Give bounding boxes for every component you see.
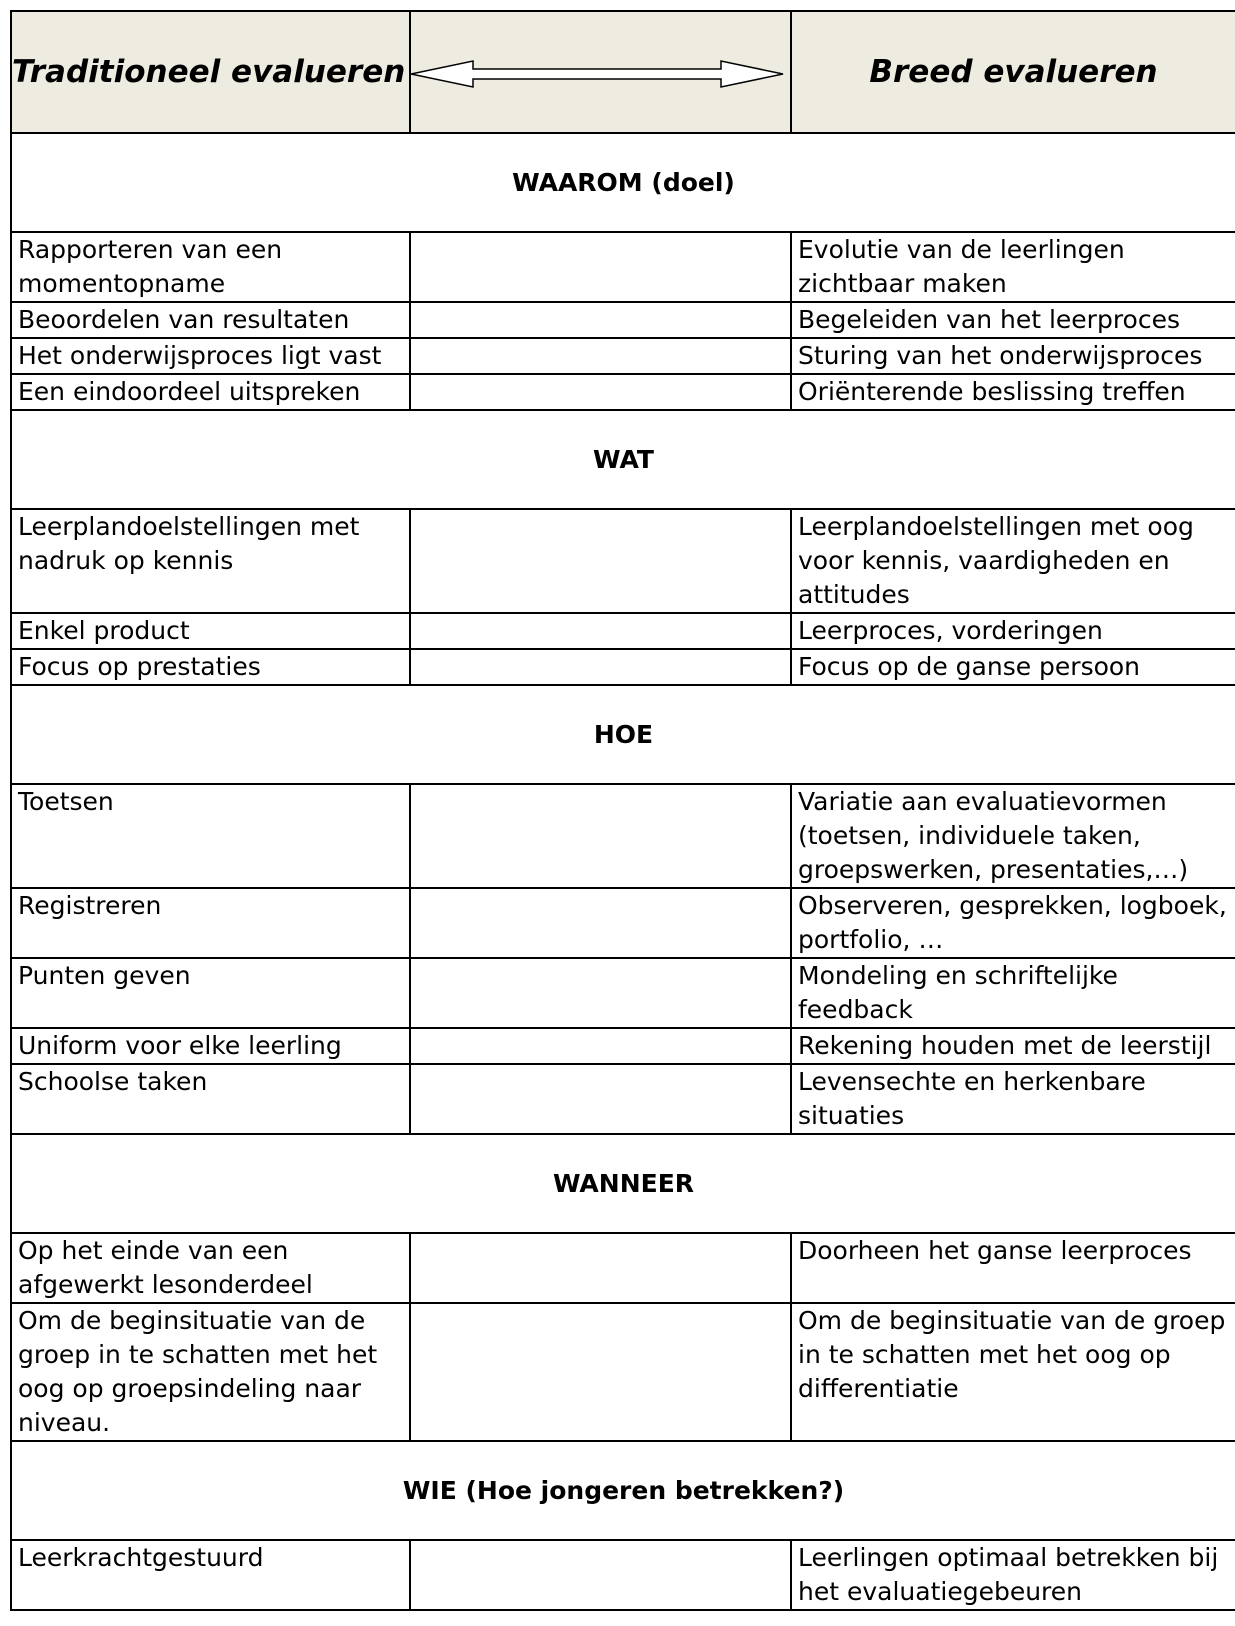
section-header-row: [11, 1134, 1235, 1233]
broad-cell: Om de beginsituatie van de groep in te schatten met het oog op differentiatie: [791, 1303, 1235, 1441]
comparison-table: [10, 10, 1235, 1611]
traditional-cell: Beoordelen van resultaten: [11, 302, 410, 338]
left-column-title: Traditioneel evalueren: [11, 11, 410, 133]
empty-middle-cell: [410, 1064, 791, 1134]
empty-middle-cell: [410, 232, 791, 302]
section-title: HOE: [11, 685, 1235, 784]
traditional-cell: Het onderwijsproces ligt vast: [11, 338, 410, 374]
traditional-cell: Punten geven: [11, 958, 410, 1028]
traditional-cell: Uniform voor elke leerling: [11, 1028, 410, 1064]
table-row: [11, 1303, 1235, 1441]
empty-middle-cell: [410, 1303, 791, 1441]
broad-cell: Mondeling en schriftelijke feedback: [791, 958, 1235, 1028]
traditional-cell: Leerkrachtgestuurd: [11, 1540, 410, 1610]
empty-middle-cell: [410, 302, 791, 338]
table-row: [11, 784, 1235, 888]
traditional-cell: Registreren: [11, 888, 410, 958]
empty-middle-cell: [410, 1028, 791, 1064]
section-title: WAT: [11, 410, 1235, 509]
empty-middle-cell: [410, 1233, 791, 1303]
empty-middle-cell: [410, 613, 791, 649]
table-row: [11, 1028, 1235, 1064]
broad-cell: Rekening houden met de leerstijl: [791, 1028, 1235, 1064]
comparison-document: [10, 10, 1235, 1611]
traditional-cell: Rapporteren van een momentopname: [11, 232, 410, 302]
traditional-cell: Leerplandoelstellingen met nadruk op kennis: [11, 509, 410, 613]
table-row: [11, 649, 1235, 685]
empty-middle-cell: [410, 374, 791, 410]
table-row: [11, 1540, 1235, 1610]
table-row: [11, 374, 1235, 410]
broad-cell: Evolutie van de leerlingen zichtbaar maken: [791, 232, 1235, 302]
section-title: WAAROM (doel): [11, 133, 1235, 232]
section-header-row: [11, 685, 1235, 784]
table-row: [11, 509, 1235, 613]
traditional-cell: Enkel product: [11, 613, 410, 649]
table-row: [11, 1233, 1235, 1303]
arrow-cell: [410, 11, 791, 133]
table-row: [11, 1064, 1235, 1134]
broad-cell: Oriënterende beslissing treffen: [791, 374, 1235, 410]
broad-cell: Focus op de ganse persoon: [791, 649, 1235, 685]
broad-cell: Leerproces, vorderingen: [791, 613, 1235, 649]
table-row: [11, 232, 1235, 302]
broad-cell: Variatie aan evaluatievormen (toetsen, individuele taken, groepswerken, presentaties,…): [791, 784, 1235, 888]
empty-middle-cell: [410, 338, 791, 374]
empty-middle-cell: [410, 958, 791, 1028]
section-header-row: [11, 1441, 1235, 1540]
traditional-cell: Toetsen: [11, 784, 410, 888]
traditional-cell: Op het einde van een afgewerkt lesonderdeel: [11, 1233, 410, 1303]
empty-middle-cell: [410, 888, 791, 958]
traditional-cell: Schoolse taken: [11, 1064, 410, 1134]
broad-cell: Levensechte en herkenbare situaties: [791, 1064, 1235, 1134]
broad-cell: Sturing van het onderwijsproces: [791, 338, 1235, 374]
broad-cell: Leerlingen optimaal betrekken bij het evaluatiegebeuren: [791, 1540, 1235, 1610]
section-header-row: [11, 133, 1235, 232]
table-row: [11, 302, 1235, 338]
empty-middle-cell: [410, 1540, 791, 1610]
table-row: [11, 338, 1235, 374]
traditional-cell: Focus op prestaties: [11, 649, 410, 685]
table-row: [11, 888, 1235, 958]
section-title: WANNEER: [11, 1134, 1235, 1233]
right-column-title: Breed evalueren: [791, 11, 1235, 133]
broad-cell: Begeleiden van het leerproces: [791, 302, 1235, 338]
broad-cell: Doorheen het ganse leerproces: [791, 1233, 1235, 1303]
empty-middle-cell: [410, 784, 791, 888]
table-row: [11, 613, 1235, 649]
broad-cell: Observeren, gesprekken, logboek, portfolio, …: [791, 888, 1235, 958]
double-arrow-icon: [411, 12, 792, 132]
section-title: WIE (Hoe jongeren betrekken?): [11, 1441, 1235, 1540]
table-row: [11, 958, 1235, 1028]
header-row: [11, 11, 1235, 133]
section-header-row: [11, 410, 1235, 509]
traditional-cell: Om de beginsituatie van de groep in te schatten met het oog op groepsindeling naar niveau.: [11, 1303, 410, 1441]
traditional-cell: Een eindoordeel uitspreken: [11, 374, 410, 410]
empty-middle-cell: [410, 509, 791, 613]
broad-cell: Leerplandoelstellingen met oog voor kennis, vaardigheden en attitudes: [791, 509, 1235, 613]
empty-middle-cell: [410, 649, 791, 685]
